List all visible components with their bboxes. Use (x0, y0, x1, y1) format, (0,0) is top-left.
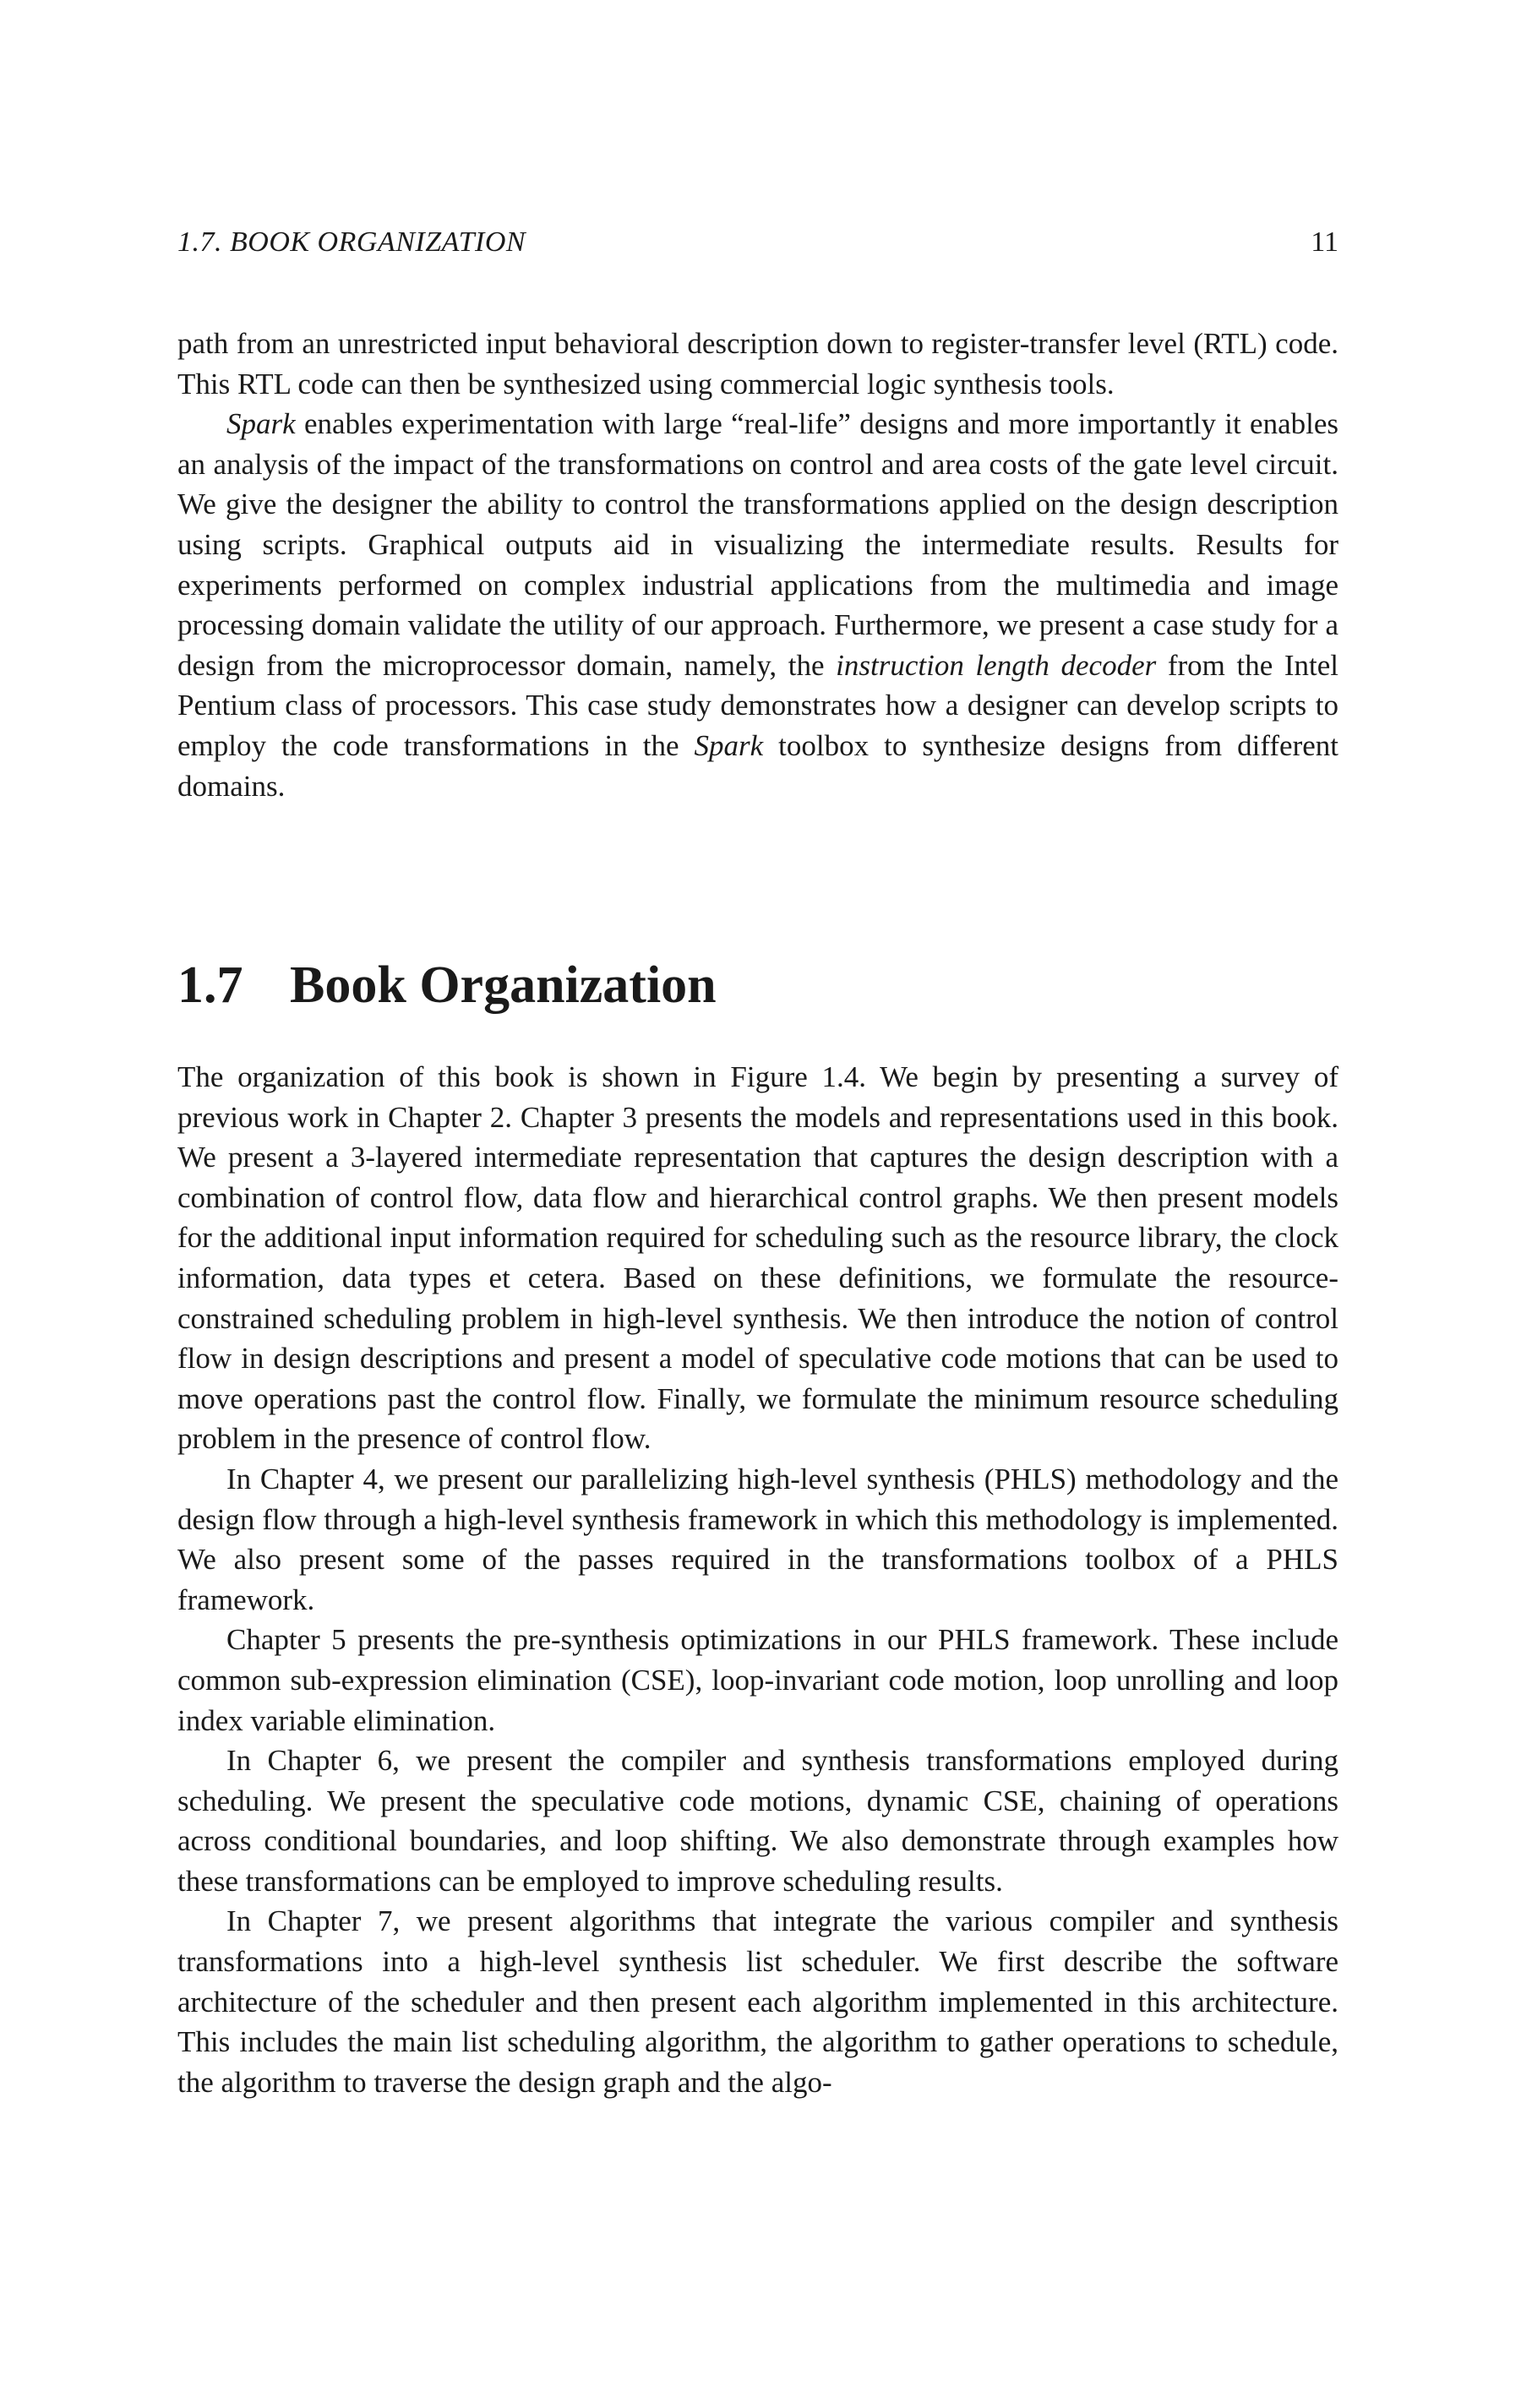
intro-paragraph-1: path from an unrestricted input behavioral description down to register-transfer level (RTL) code. This RTL code can then be synthesized using commercial logic synthesis tools. (177, 327, 1338, 400)
section-number: 1.7 (177, 956, 243, 1014)
section-title: Book Organization (290, 956, 717, 1014)
section-paragraph-5: In Chapter 7, we present algorithms that integrate the various compiler and synthesis transformations into a high-level synthesis list scheduler. We first describe the software architecture of the scheduler and then present each algorithm implemented in this architecture. This includes the main list scheduling algorithm, the algorithm to gather operations to schedule, the algorithm to traverse the design graph and the algo- (177, 1904, 1338, 2099)
instruction-length-decoder-term: instruction length decoder (836, 648, 1157, 682)
running-title: 1.7. BOOK ORGANIZATION (177, 226, 526, 258)
intro-text (177, 324, 1338, 806)
page-number: 11 (1311, 226, 1338, 258)
section-paragraph-3: Chapter 5 presents the pre-synthesis optimizations in our PHLS framework. These include common sub-expression elimination (CSE), loop-invariant code motion, loop unrolling and loop index variable elimination. (177, 1623, 1338, 1737)
intro-paragraph-2-part-c: toolbox to synthesize designs from different domains. (177, 728, 1338, 803)
section-paragraph-4: In Chapter 6, we present the compiler and synthesis transformations employed during scheduling. We present the speculative code motions, dynamic CSE, chaining of operations across conditional boundaries, and loop shifting. We also demonstrate through examples how these transformations can be employed to improve scheduling results. (177, 1744, 1338, 1898)
intro-paragraph-2 (177, 404, 1338, 806)
intro-paragraph-2-part-b: from the Intel Pentium class of processors. This case study demonstrates how a designer can develop scripts to employ the code transformations in the (177, 648, 1338, 762)
intro-paragraph-2-part-a: enables experimentation with large “real-life” designs and more importantly it enables an analysis of the impact of the transformations on control and area costs of the gate level circuit. We give the designer the ability to control the transformations applied on the design description using scripts. Graphical outputs aid in visualizing the intermediate results. Results for experiments performed on complex industrial applications from the multimedia and image processing domain validate the utility of our approach. Furthermore, we present a case study for a design from the microprocessor domain, namely, the (177, 407, 1338, 682)
section-paragraph-1: The organization of this book is shown in Figure 1.4. We begin by presenting a survey of previous work in Chapter 2. Chapter 3 presents the models and representations used in this book. We present a 3-layered intermediate representation that captures the design description with a combination of control flow, data flow and hierarchical control graphs. We then present models for the additional input information required for scheduling such as the resource library, the clock information, data types et cetera. Based on these definitions, we formulate the resource-constrained scheduling problem in high-level synthesis. We then introduce the notion of control flow in design descriptions and present a model of speculative code motions that can be used to move operations past the control flow. Finally, we formulate the minimum resource scheduling problem in the presence of control flow. (177, 1060, 1338, 1456)
spark-term: Spark (226, 407, 296, 441)
spark-term: Spark (694, 728, 764, 762)
section-heading (177, 951, 1338, 1019)
section-body (177, 1057, 1338, 2102)
section-paragraph-2: In Chapter 4, we present our parallelizing high-level synthesis (PHLS) methodology and the design flow through a high-level synthesis framework in which this methodology is implemented. We also present some of the passes required in the transformations toolbox of a PHLS framework. (177, 1462, 1338, 1616)
page-header (177, 226, 1338, 270)
